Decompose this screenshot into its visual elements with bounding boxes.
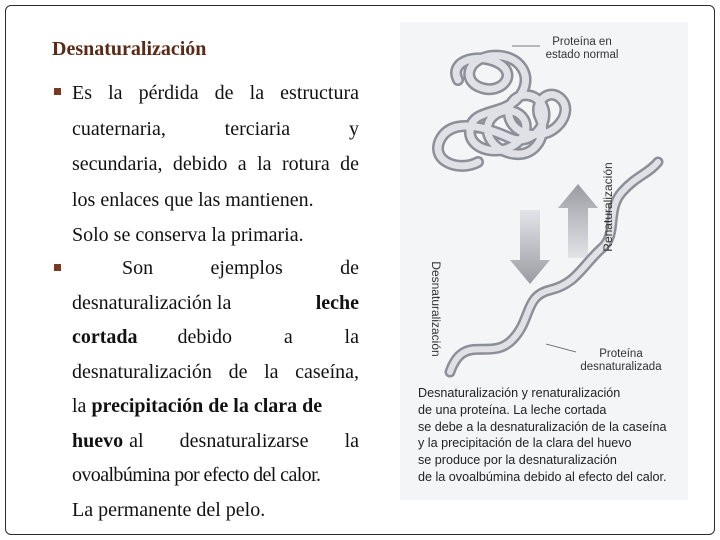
bullet-1-line: Solo se conserva la primaria.	[72, 224, 304, 246]
label-normal-protein: Proteína en estado normal	[545, 36, 619, 61]
label-denatured-protein: Proteína desnaturalizada	[580, 348, 662, 373]
bullet-2-line	[72, 320, 359, 355]
label-denaturalization-arrow: Desnaturalización	[429, 261, 443, 357]
caption-line: y la precipitación de la clara del huevo	[418, 436, 632, 451]
pointer-line	[546, 344, 576, 352]
caption-line: Desnaturalización y renaturalización	[418, 386, 621, 400]
bullet-2-highlight-leche: leche	[315, 291, 359, 314]
bullet-1	[72, 76, 359, 254]
bullet-2-line: Son ejemplos de	[122, 257, 359, 279]
bullet-2-text: al desnaturalizarse la	[129, 429, 359, 452]
bullet-1-line: secundaria, debido a la rotura de	[72, 153, 359, 175]
denatured-protein-icon	[450, 162, 658, 372]
figure-caption	[418, 385, 688, 486]
bullet-2	[72, 251, 359, 527]
bullet-2-highlight-cortada: cortada	[72, 326, 138, 348]
bullet-2-text: la	[72, 395, 92, 417]
bullet-2-line: La permanente del pelo.	[72, 498, 266, 521]
caption-line: se produce por la desnaturalización	[418, 453, 617, 468]
slide-title: Desnaturalización	[52, 38, 207, 60]
caption-line: de una proteína. La leche cortada	[418, 402, 607, 417]
bullet-2-line	[72, 286, 359, 321]
bullet-2-text: debido a la	[177, 326, 359, 348]
protein-figure	[400, 22, 688, 500]
bullet-2-line: desnaturalización de la caseína,	[72, 360, 359, 383]
label-renaturalization-arrow: Renaturalización	[601, 162, 615, 252]
denaturation-arrow-icon	[510, 210, 550, 284]
bullet-2-line	[72, 424, 359, 459]
renaturation-arrow-icon	[558, 184, 598, 258]
bullet-1-line: cuaternaria, terciaria y	[72, 117, 359, 140]
bullet-2-line	[72, 389, 359, 424]
bullet-1-line: los enlaces que las mantienen.	[72, 188, 314, 211]
bullet-2-line: ovoalbúmina por efecto del calor.	[72, 464, 321, 486]
caption-line: de la ovoalbúmina debido al efecto del calor.	[418, 469, 667, 484]
bullet-2-text: desnaturalización la	[72, 291, 232, 314]
folded-protein-icon	[438, 56, 565, 166]
bullet-marker-2	[54, 264, 61, 271]
bullet-2-highlight-huevo: huevo	[72, 429, 124, 452]
bullet-marker-1	[54, 88, 61, 95]
caption-line: se debe a la desnaturalización de la caseína	[418, 419, 667, 434]
bullet-1-line: Es la pérdida de la estructura	[72, 82, 359, 104]
bullet-2-highlight-precipitacion: precipitación de la clara de	[91, 395, 323, 417]
